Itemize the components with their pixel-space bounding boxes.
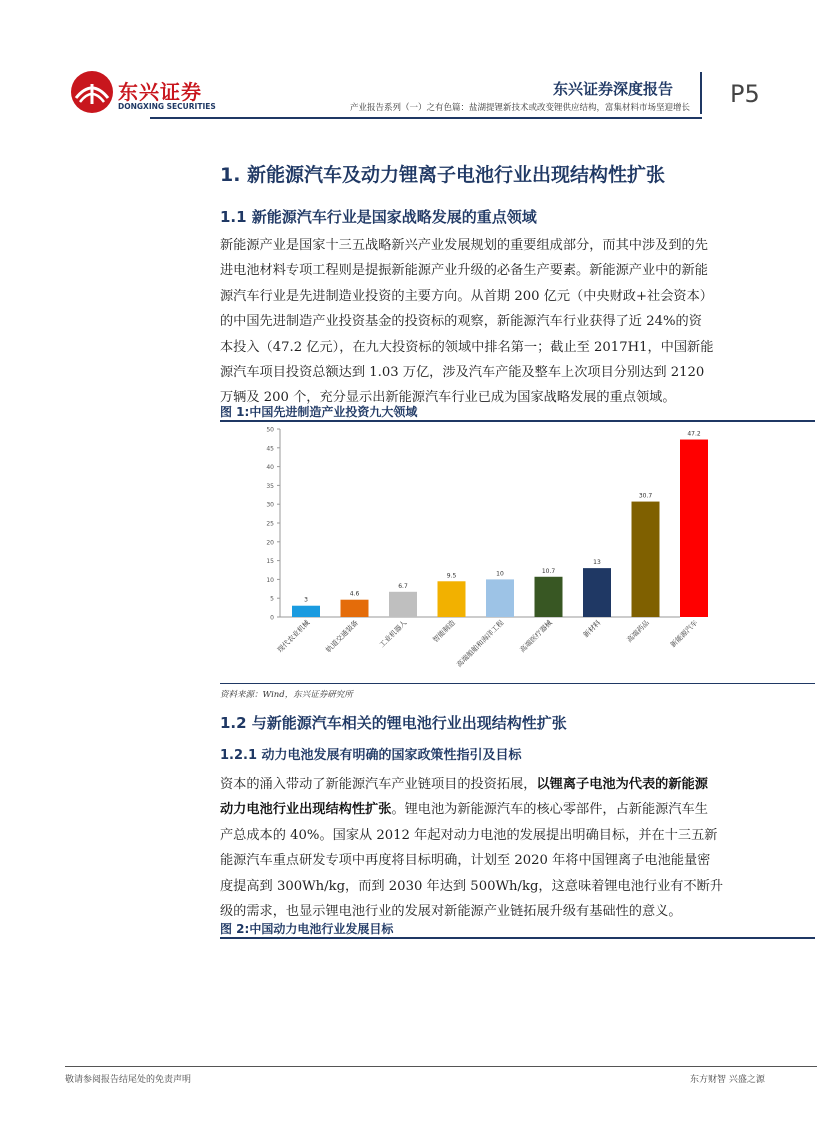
y-tick-label: 25 <box>266 520 274 528</box>
x-tick-label: 新能源汽车 <box>669 618 700 650</box>
header-rule <box>150 117 702 119</box>
x-tick-label: 轨道交通装备 <box>324 618 360 655</box>
subsection-heading-1-2-1: 1.2.1 动力电池发展有明确的国家政策性指引及目标 <box>220 748 522 763</box>
figure-1-source: 资料来源：Wind，东兴证券研究所 <box>220 690 353 700</box>
bar-value-label: 9.5 <box>446 572 457 580</box>
bar-value-label: 10 <box>496 570 504 578</box>
report-title: 东兴证券深度报告 <box>553 80 674 98</box>
paragraph-line: 度提高到 300Wh/kg，而到 2030 年达到 500Wh/kg，这意味着锂电池行业有不断升 <box>220 878 724 894</box>
figure-2-title: 图 2:中国动力电池行业发展目标 <box>220 922 394 936</box>
paragraph-line <box>220 772 760 797</box>
y-tick-label: 35 <box>266 482 274 490</box>
y-tick-label: 45 <box>266 445 274 453</box>
y-tick-label: 5 <box>270 595 274 603</box>
y-tick-label: 10 <box>266 576 274 584</box>
footer-rule <box>65 1066 817 1067</box>
bar <box>486 579 514 617</box>
paragraph-line: 产总成本的 40%。国家从 2012 年起对动力电池的发展提出明确目标，并在十三五新 <box>220 827 718 843</box>
bar-value-label: 6.7 <box>398 582 408 590</box>
bar-value-label: 30.7 <box>638 492 653 500</box>
page-number: P5 <box>730 80 760 108</box>
bar-value-label: 3 <box>304 596 308 604</box>
bar-value-label: 4.6 <box>349 590 360 598</box>
paragraph-line: 进电池材料专项工程则是提振新能源产业升级的必备生产要素。新能源产业中的新能 <box>220 263 708 279</box>
y-axis <box>266 427 680 622</box>
bar <box>632 502 660 617</box>
bar-value-label: 10.7 <box>541 567 556 575</box>
y-tick-label: 50 <box>266 426 274 434</box>
paragraph-1-2-1 <box>220 772 760 924</box>
bar-value-label: 47.2 <box>687 430 701 438</box>
paragraph-line: 的中国先进制造产业投资基金的投资标的观察，新能源汽车行业获得了近 24%的资 <box>220 314 702 330</box>
bar <box>438 581 466 617</box>
x-axis-labels <box>275 618 699 669</box>
x-tick-label: 新材料 <box>581 618 603 640</box>
bar <box>583 568 611 617</box>
figure-1-title: 图 1:中国先进制造产业投资九大领域 <box>220 405 418 419</box>
figure-2-top-rule <box>220 937 815 939</box>
paragraph-line: 新能源产业是国家十三五战略新兴产业发展规划的重要组成部分，而其中涉及到的先 <box>220 238 708 253</box>
figure-1-bottom-rule <box>220 683 815 684</box>
x-tick-label: 高端船舶和海洋工程 <box>455 618 506 669</box>
investment-bar-chart <box>220 422 815 682</box>
line-bold-text: 以锂离子电池为代表的新能源 <box>536 777 708 792</box>
paragraph-line: 万辆及 200 个，充分显示出新能源汽车行业已成为国家战略发展的重点领域。 <box>220 390 676 406</box>
paragraph-line: 本投入（47.2 亿元），在九大投资标的领域中排名第一；截止至 2017H1，中国新能 <box>220 339 714 355</box>
bar <box>341 600 369 617</box>
logo-en-text: DONGXING SECURITIES <box>118 102 216 111</box>
x-tick-label: 现代农业机械 <box>276 618 312 655</box>
footer-disclaimer: 敬请参阅报告结尾处的免责声明 <box>65 1075 192 1085</box>
paragraph-line: 级的需求，也显示锂电池行业的发展对新能源产业链拓展升级有基础性的意义。 <box>220 904 682 920</box>
section-heading: 1. 新能源汽车及动力锂离子电池行业出现结构性扩张 <box>220 164 666 186</box>
x-tick-label: 工业机器人 <box>378 618 409 650</box>
header-divider <box>700 72 702 114</box>
footer-slogan: 东方财智 兴盛之源 <box>690 1075 765 1085</box>
paragraph-line: 能源汽车重点研发专项中再度将目标明确，计划至 2020 年将中国锂离子电池能量密 <box>220 853 711 869</box>
bar <box>292 606 320 617</box>
bar-series <box>292 431 708 617</box>
y-tick-label: 15 <box>266 558 274 566</box>
line-text: 资本的涌入带动了新能源汽车产业链项目的投资拓展， <box>220 777 537 792</box>
y-tick-label: 40 <box>266 464 274 472</box>
paragraph-line <box>220 797 760 822</box>
dongxing-logo-icon <box>70 70 114 114</box>
bar-value-label: 13 <box>593 559 601 567</box>
bar <box>535 577 563 617</box>
line-text: 。锂电池为新能源汽车的核心零部件，占新能源汽车生 <box>391 802 708 818</box>
x-tick-label: 高端药品 <box>625 618 651 645</box>
x-tick-label: 高端医疗器械 <box>518 618 554 655</box>
bar <box>680 440 708 617</box>
paragraph-line: 源汽车行业是先进制造业投资的主要方向。从首期 200 亿元（中央财政+社会资本） <box>220 288 713 304</box>
line-bold-text: 动力电池行业出现结构性扩张 <box>220 802 392 818</box>
y-tick-label: 0 <box>270 614 274 622</box>
subsection-heading-1-2: 1.2 与新能源汽车相关的锂电池行业出现结构性扩张 <box>220 714 567 732</box>
x-tick-label: 智能制造 <box>431 618 457 645</box>
paragraph-1-1 <box>220 233 760 411</box>
y-tick-label: 30 <box>266 501 274 509</box>
bar <box>389 592 417 617</box>
y-tick-label: 20 <box>266 539 274 547</box>
paragraph-line: 源汽车项目投资总额达到 1.03 万亿，涉及汽车产能及整车上次项目分别达到 2120 <box>220 365 705 381</box>
subsection-heading-1-1: 1.1 新能源汽车行业是国家战略发展的重点领域 <box>220 208 537 226</box>
logo-cn-text: 东兴证券 <box>118 80 202 104</box>
report-subtitle: 产业报告系列（一）之有色篇：盐湖提锂新技术或改变锂供应结构，富集材料市场坚迎增长 <box>349 103 690 113</box>
